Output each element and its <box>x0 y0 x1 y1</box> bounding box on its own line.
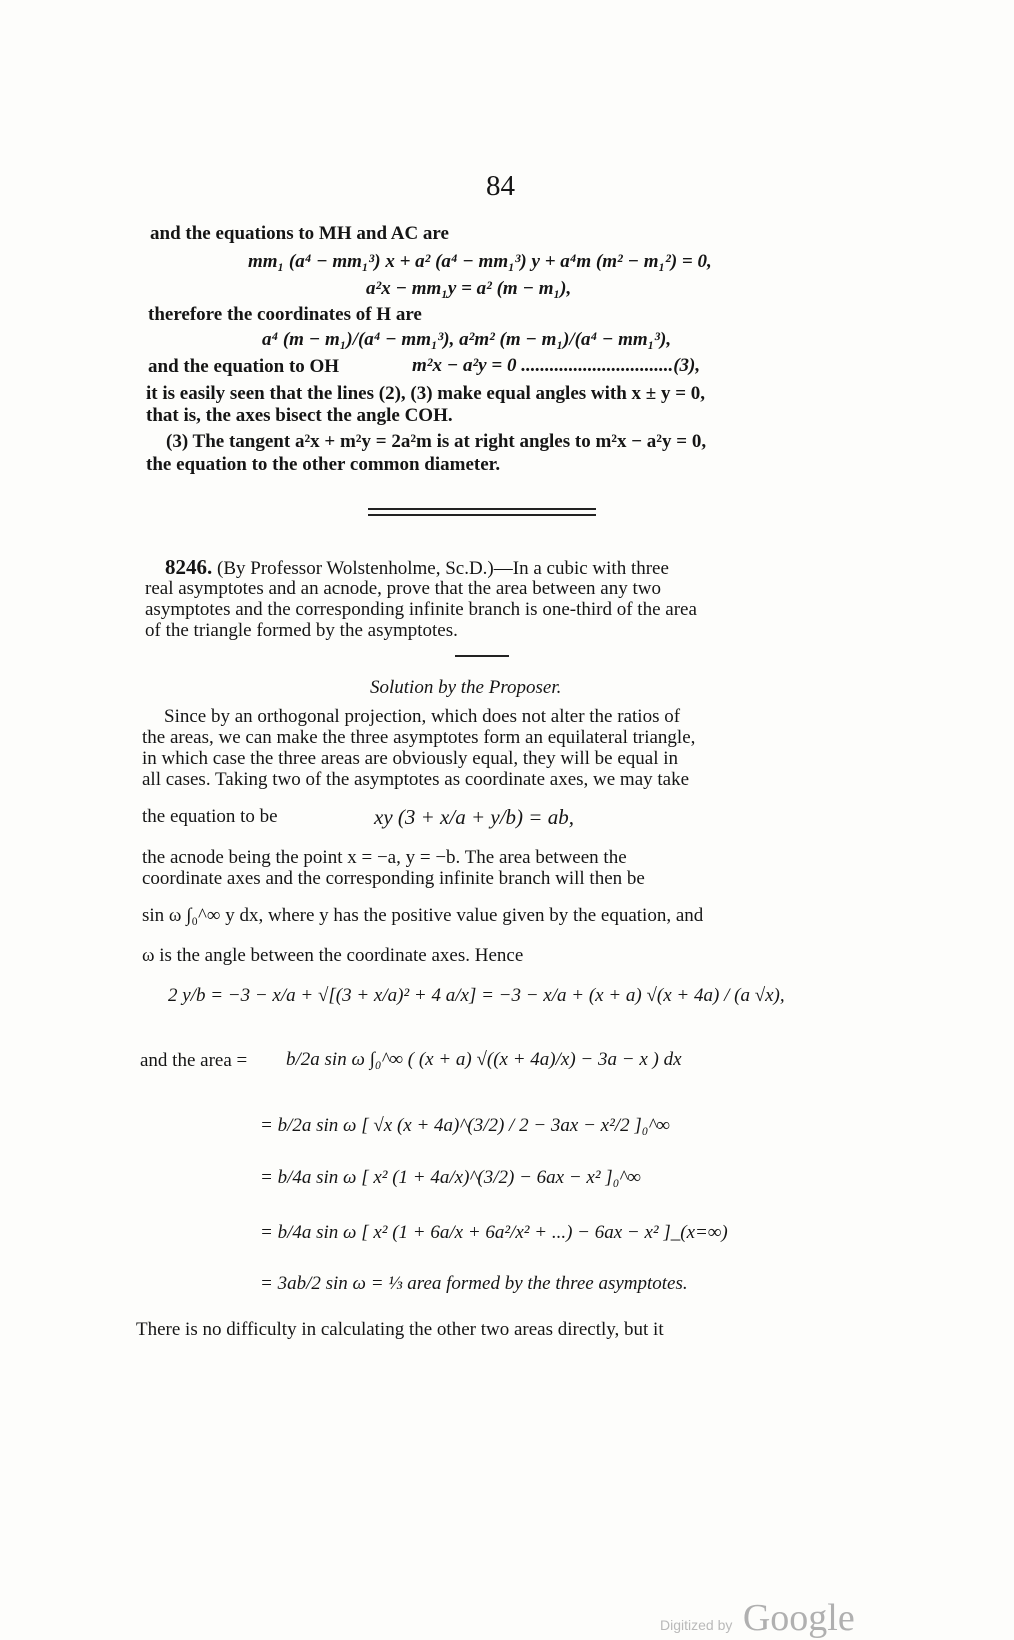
separator-rule-top <box>368 508 596 510</box>
equation-mh: mm₁ (a⁴ − mm₁³) x + a² (a⁴ − mm₁³) y + a⁴m (m² − m₁²) = 0, <box>248 251 712 272</box>
area-step-1: = b/2a sin ω [ √x (x + 4a)^(3/2) / 2 − 3ax − x²/2 ]₀^∞ <box>260 1115 670 1136</box>
short-rule <box>455 655 509 657</box>
text-line-d: the equation to the other common diameter. <box>146 454 501 475</box>
solution-para-4: all cases. Taking two of the asymptotes as coordinate axes, we may take <box>142 769 690 790</box>
solution-para-3: in which case the three areas are obviously equal, they will be equal in <box>142 748 679 769</box>
oh-label: and the equation to OH <box>148 356 340 377</box>
area-integral: b/2a sin ω ∫₀^∞ ( (x + a) √((x + 4a)/x) − 3a − x ) dx <box>286 1049 682 1070</box>
problem-author-line: (By Professor Wolstenholme, Sc.D.)—In a cubic with three <box>217 558 669 579</box>
solution-para-2: the areas, we can make the three asymptotes form an equilateral triangle, <box>142 727 696 748</box>
problem-line-3: asymptotes and the corresponding infinite branch is one-third of the area <box>145 599 697 620</box>
problem-number: 8246. <box>165 555 213 579</box>
page-number: 84 <box>486 170 515 202</box>
text-line-c: (3) The tangent a²x + m²y = 2a²m is at right angles to m²x − a²y = 0, <box>166 431 707 452</box>
equation-label: the equation to be <box>142 806 278 827</box>
solution-para-1: Since by an orthogonal projection, which does not alter the ratios of <box>164 706 681 727</box>
text-line-a: it is easily seen that the lines (2), (3) make equal angles with x ± y = 0, <box>146 383 706 404</box>
cubic-equation: xy (3 + x/a + y/b) = ab, <box>374 805 574 829</box>
google-logo: Google <box>742 1597 855 1639</box>
area-label: and the area = <box>140 1050 248 1071</box>
digitized-watermark <box>660 1596 855 1640</box>
problem-line-2: real asymptotes and an acnode, prove that the area between any two <box>145 578 661 599</box>
solution-para-6: the acnode being the point x = −a, y = −b. The area between the <box>142 847 627 868</box>
intro-line: and the equations to MH and AC are <box>150 223 449 244</box>
equation-ac: a²x − mm₁y = a² (m − m₁), <box>366 278 572 299</box>
solution-heading: Solution by the Proposer. <box>370 677 562 698</box>
solution-para-7: coordinate axes and the corresponding infinite branch will then be <box>142 868 645 889</box>
equation-y: 2 y/b = −3 − x/a + √[(3 + x/a)² + 4 a/x] = −3 − x/a + (x + a) √(x + 4a) / (a √x), <box>168 985 785 1006</box>
solution-para-9: ω is the angle between the coordinate axes. Hence <box>142 945 524 966</box>
separator-rule-bottom <box>368 514 596 516</box>
digitized-label: Digitized by <box>660 1617 733 1633</box>
coords-intro: therefore the coordinates of H are <box>148 304 422 325</box>
solution-para-8: sin ω ∫₀^∞ y dx, where y has the positive value given by the equation, and <box>142 905 704 926</box>
coords-equation: a⁴ (m − m₁)/(a⁴ − mm₁³), a²m² (m − m₁)/(a⁴ − mm₁³), <box>262 329 672 350</box>
problem-line-4: of the triangle formed by the asymptotes. <box>145 620 458 641</box>
area-result: = 3ab/2 sin ω = ⅓ area formed by the three asymptotes. <box>260 1273 688 1294</box>
area-step-3: = b/4a sin ω [ x² (1 + 6a/x + 6a²/x² + ...) − 6ax − x² ]_(x=∞) <box>260 1222 728 1243</box>
area-step-2: = b/4a sin ω [ x² (1 + 4a/x)^(3/2) − 6ax − x² ]₀^∞ <box>260 1167 641 1188</box>
oh-equation: m²x − a²y = 0 ................................(3), <box>412 355 701 376</box>
closing-line: There is no difficulty in calculating the other two areas directly, but it <box>136 1319 664 1340</box>
text-line-b: that is, the axes bisect the angle COH. <box>146 405 453 426</box>
